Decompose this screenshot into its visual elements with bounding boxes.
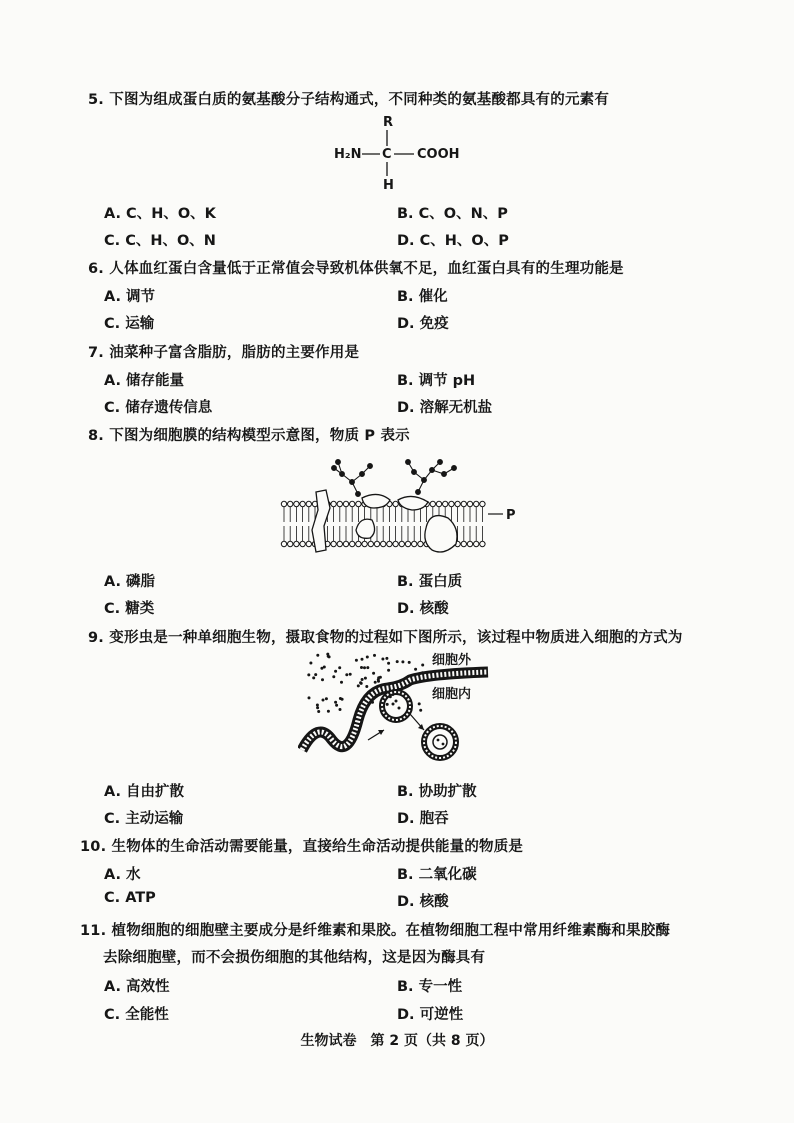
- figure-r-label: R: [383, 115, 394, 130]
- question-5-option-a[interactable]: A. C、H、O、K: [104, 206, 216, 222]
- question-6-option-b[interactable]: B. 催化: [397, 289, 448, 305]
- question-7-option-d[interactable]: D. 溶解无机盐: [397, 400, 493, 416]
- figure-inside-label: 细胞内: [432, 687, 472, 702]
- question-8-option-d[interactable]: D. 核酸: [397, 601, 449, 617]
- sugar-chains: [332, 460, 457, 497]
- question-8-option-c[interactable]: C. 糖类: [104, 601, 155, 617]
- figure-h-label: H: [383, 178, 394, 193]
- question-8-option-a[interactable]: A. 磷脂: [104, 574, 156, 590]
- question-11-option-a[interactable]: A. 高效性: [104, 979, 170, 995]
- page-footer: 生物试卷 第 2 页（共 8 页）: [300, 1033, 494, 1049]
- question-7-option-b[interactable]: B. 调节 pH: [397, 373, 476, 389]
- question-5-option-b[interactable]: B. C、O、N、P: [397, 206, 508, 222]
- question-11-stem: 11. 植物细胞的细胞壁主要成分是纤维素和果胶。在植物细胞工程中常用纤维素酶和果胶酶: [80, 923, 671, 939]
- question-10-option-a[interactable]: A. 水: [104, 867, 141, 883]
- question-5-option-c[interactable]: C. C、H、O、N: [104, 233, 216, 249]
- question-11-option-d[interactable]: D. 可逆性: [397, 1007, 464, 1023]
- question-10-stem: 10. 生物体的生命活动需要能量，直接给生命活动提供能量的物质是: [80, 839, 524, 855]
- cell-membrane-figure: [278, 452, 528, 560]
- figure-p-label: P: [506, 508, 516, 523]
- question-9-stem: 9. 变形虫是一种单细胞生物，摄取食物的过程如下图所示，该过程中物质进入细胞的方式为: [88, 630, 683, 646]
- question-9-option-d[interactable]: D. 胞吞: [397, 811, 449, 827]
- figure-cooh-label: COOH: [417, 147, 460, 162]
- question-9-option-a[interactable]: A. 自由扩散: [104, 784, 185, 800]
- figure-outside-label: 细胞外: [432, 653, 472, 668]
- question-10-option-d[interactable]: D. 核酸: [397, 894, 449, 910]
- question-6-stem: 6. 人体血红蛋白含量低于正常值会导致机体供氧不足，血红蛋白具有的生理功能是: [88, 261, 624, 277]
- question-9-option-c[interactable]: C. 主动运输: [104, 811, 184, 827]
- question-11-option-b[interactable]: B. 专一性: [397, 979, 463, 995]
- question-9-option-b[interactable]: B. 协助扩散: [397, 784, 477, 800]
- question-5-stem: 5. 下图为组成蛋白质的氨基酸分子结构通式，不同种类的氨基酸都具有的元素有: [88, 92, 610, 108]
- question-7-option-c[interactable]: C. 储存遗传信息: [104, 400, 213, 416]
- figure-c-label: C: [382, 147, 392, 162]
- question-8-stem: 8. 下图为细胞膜的结构模型示意图，物质 P 表示: [88, 428, 410, 444]
- question-6-option-d[interactable]: D. 免疫: [397, 316, 449, 332]
- question-7-option-a[interactable]: A. 储存能量: [104, 373, 185, 389]
- question-6-option-a[interactable]: A. 调节: [104, 289, 156, 305]
- endocytosis-figure: [298, 650, 498, 768]
- question-8-option-b[interactable]: B. 蛋白质: [397, 574, 463, 590]
- question-10-option-b[interactable]: B. 二氧化碳: [397, 867, 477, 883]
- question-11-option-c[interactable]: C. 全能性: [104, 1007, 169, 1023]
- question-7-stem: 7. 油菜种子富含脂肪，脂肪的主要作用是: [88, 345, 360, 361]
- amino-acid-structure-figure: [330, 113, 470, 195]
- question-10-option-c[interactable]: C. ATP: [104, 890, 156, 906]
- figure-h2n-label: H₂N: [334, 147, 362, 162]
- question-5-option-d[interactable]: D. C、H、O、P: [397, 233, 509, 249]
- question-6-option-c[interactable]: C. 运输: [104, 316, 155, 332]
- question-11-stem-continued: 去除细胞壁，而不会损伤细胞的其他结构，这是因为酶具有: [103, 950, 486, 966]
